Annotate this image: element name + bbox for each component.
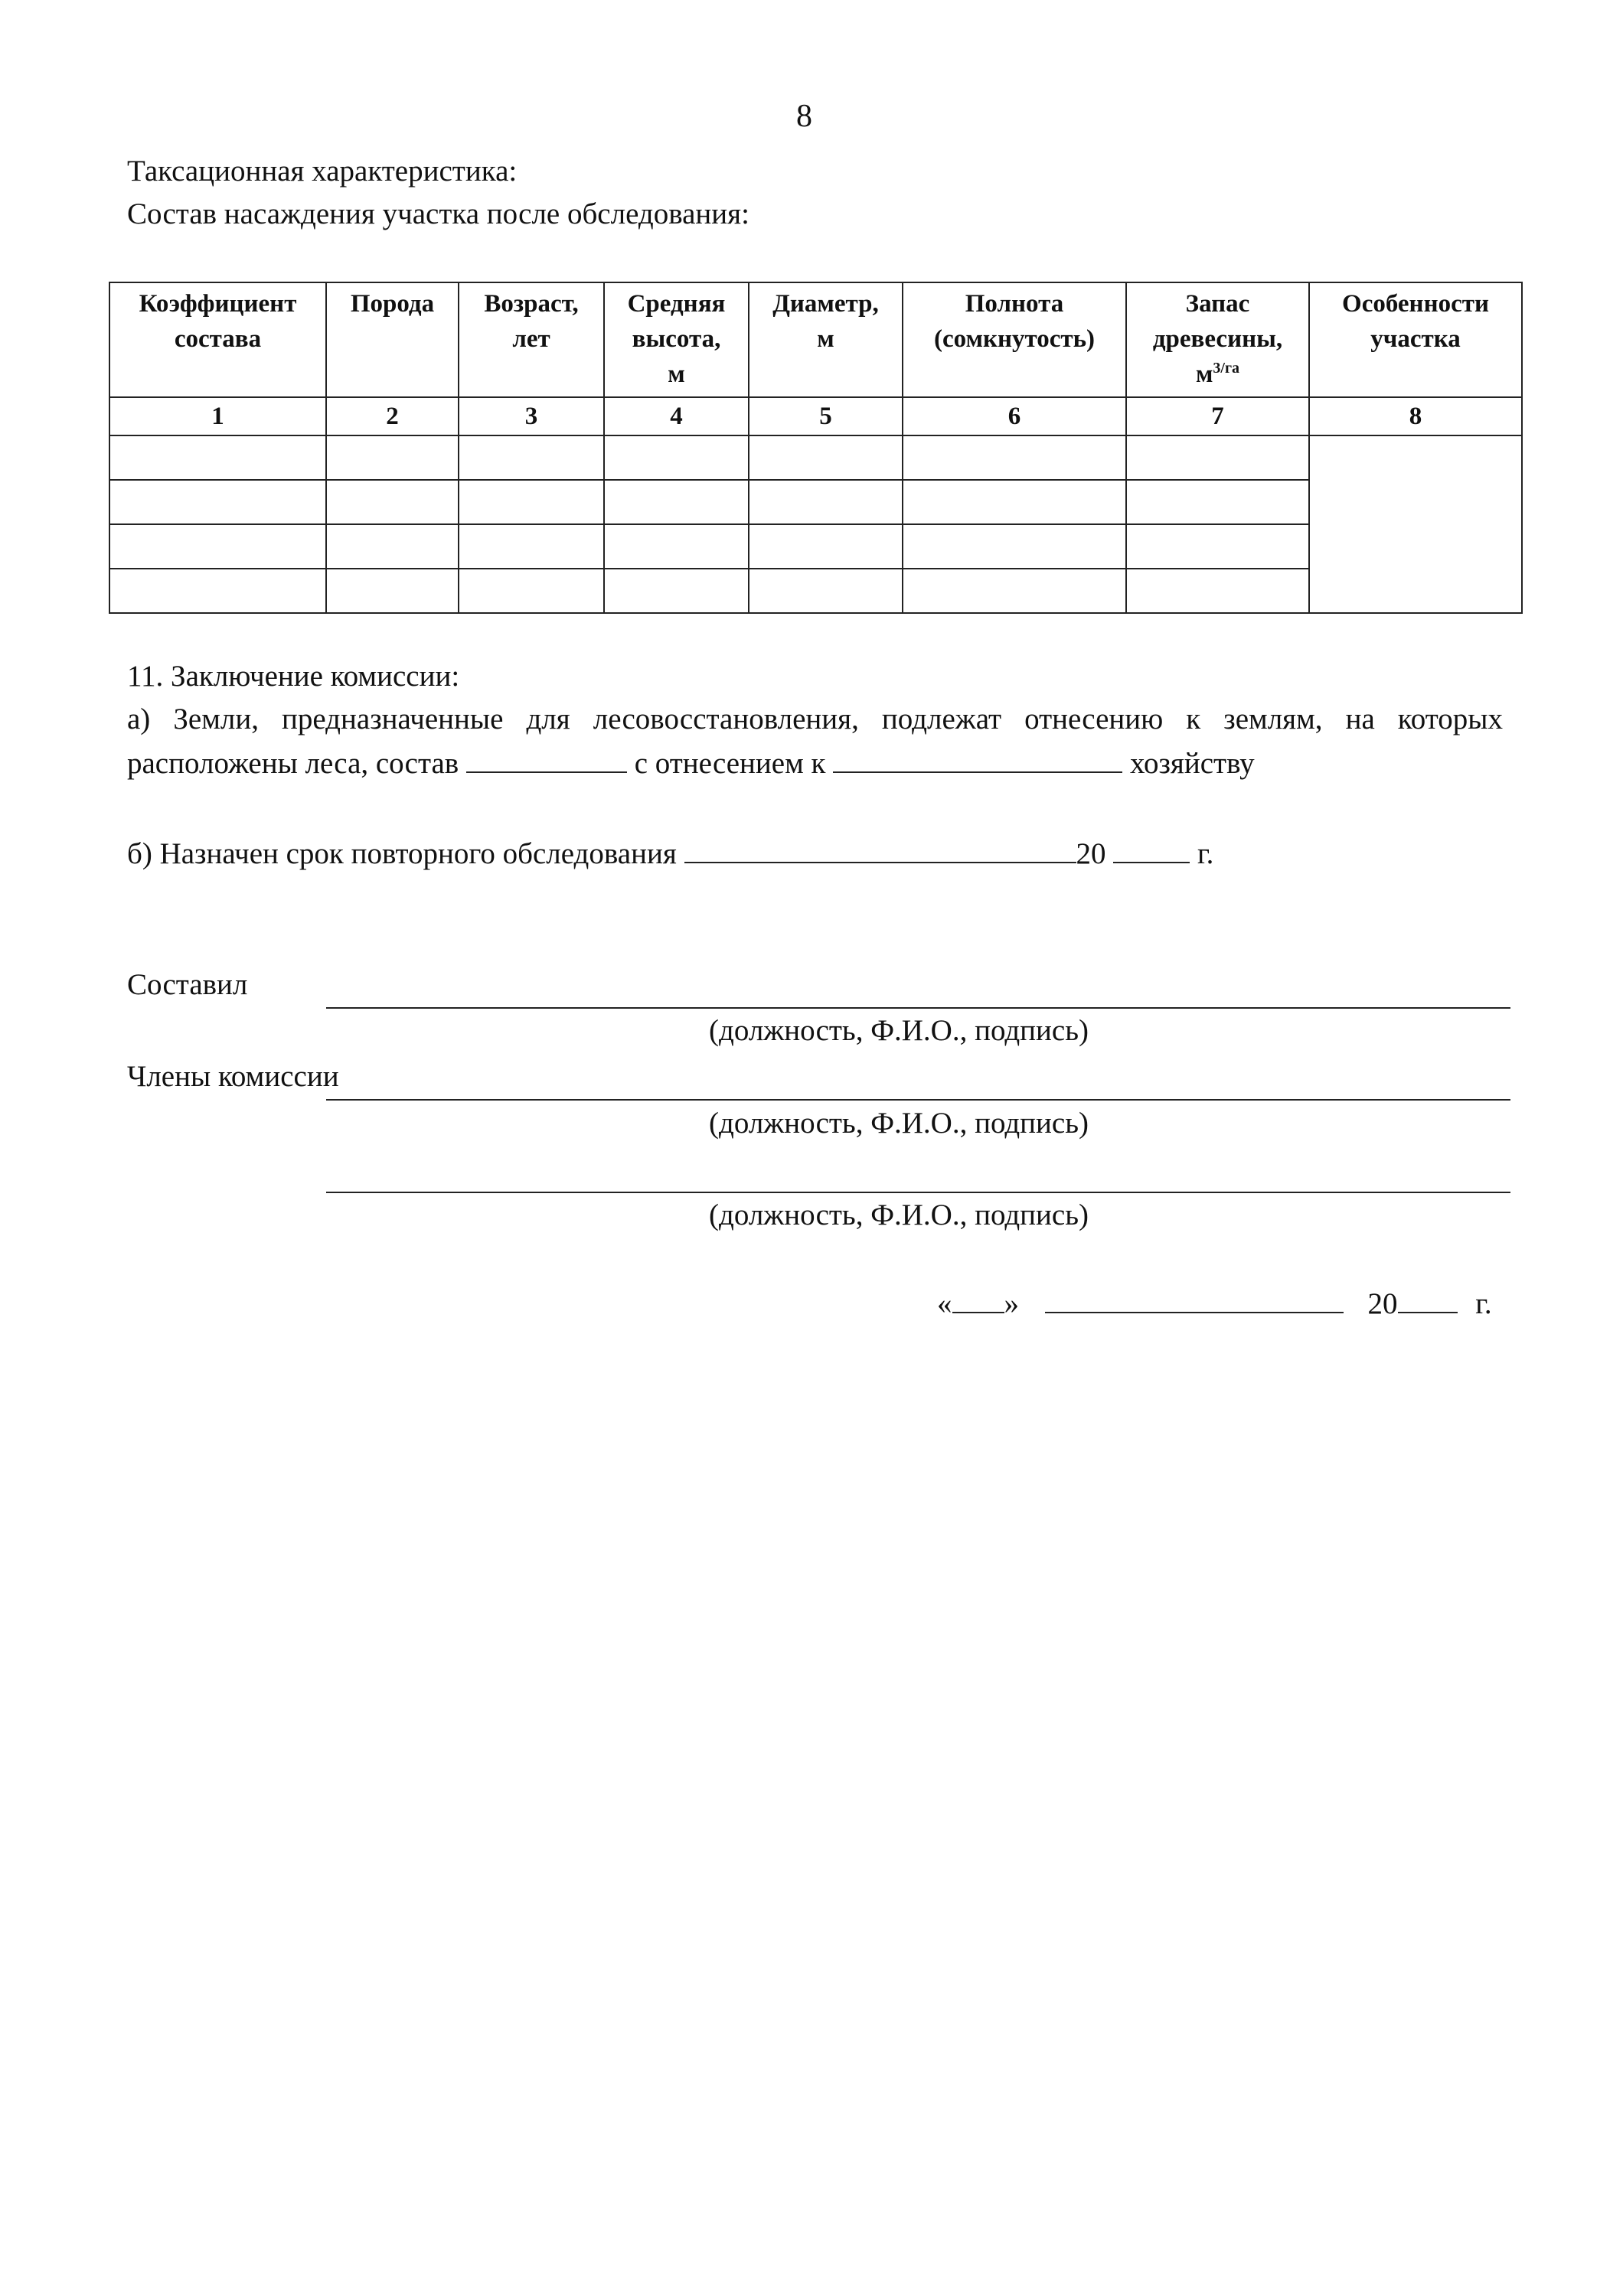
conclusion-a-line1: а) Земли, предназначенные для лесовосстановления, подлежат отнесению к землям, на которых [127,703,1503,735]
empty-cell[interactable] [109,480,326,524]
header-cell: Полнота (сомкнутость) [903,282,1126,397]
conclusion-a-line2: расположены леса, состав с отнесением к хозяйству [127,747,1255,780]
compiled-signature-line[interactable] [326,1007,1510,1009]
empty-cell[interactable] [604,435,749,480]
page-number: 8 [796,99,812,134]
compiled-label: Составил [127,968,248,1001]
column-number-row [109,397,1522,435]
empty-cell[interactable] [326,435,459,480]
reinspection-date-blank[interactable] [684,836,1076,863]
column-number: 5 [749,397,903,435]
column-number: 2 [326,397,459,435]
empty-cell[interactable] [109,569,326,613]
composition-blank[interactable] [466,745,627,773]
site-features-cell[interactable] [1309,435,1522,613]
member-signature-line[interactable] [326,1099,1510,1101]
conclusion-title: 11. Заключение комиссии: [127,660,460,693]
heading: Таксационная характеристика: [127,155,518,188]
empty-cell[interactable] [109,524,326,569]
empty-cell[interactable] [749,569,903,613]
header-cell: Средняя высота, м [604,282,749,397]
empty-cell[interactable] [459,435,604,480]
signature-caption: (должность, Ф.И.О., подпись) [709,1199,1089,1231]
empty-cell[interactable] [459,569,604,613]
empty-cell[interactable] [326,480,459,524]
empty-cell[interactable] [903,524,1126,569]
month-blank[interactable] [1045,1286,1344,1313]
header-cell: Коэффициент состава [109,282,326,397]
column-number: 4 [604,397,749,435]
empty-cell[interactable] [749,524,903,569]
header-row [109,282,1522,397]
management-blank[interactable] [833,745,1122,773]
column-number: 3 [459,397,604,435]
date-line: « » 20 г. [937,1287,1492,1320]
empty-cell[interactable] [459,524,604,569]
empty-cell[interactable] [903,480,1126,524]
empty-cell[interactable] [903,569,1126,613]
header-cell: Порода [326,282,459,397]
reinspection-year-blank[interactable] [1113,836,1190,863]
empty-cell[interactable] [109,435,326,480]
empty-cell[interactable] [1126,569,1309,613]
day-blank[interactable] [952,1286,1004,1313]
signature-caption: (должность, Ф.И.О., подпись) [709,1014,1089,1047]
member-signature-line[interactable] [326,1192,1510,1193]
members-label: Члены комиссии [127,1060,339,1093]
subheading: Состав насаждения участка после обследования: [127,197,749,230]
date-year-blank[interactable] [1398,1286,1458,1313]
empty-cell[interactable] [1126,480,1309,524]
column-number: 7 [1126,397,1309,435]
empty-cell[interactable] [326,524,459,569]
empty-cell[interactable] [1126,435,1309,480]
empty-cell[interactable] [604,524,749,569]
column-number: 8 [1309,397,1522,435]
signature-caption: (должность, Ф.И.О., подпись) [709,1107,1089,1140]
header-cell: Возраст, лет [459,282,604,397]
empty-cell[interactable] [459,480,604,524]
empty-cell[interactable] [326,569,459,613]
conclusion-b: б) Назначен срок повторного обследования 20 г. [127,837,1214,870]
column-number: 6 [903,397,1126,435]
empty-cell[interactable] [604,569,749,613]
table-row [109,435,1522,480]
empty-cell[interactable] [749,435,903,480]
header-cell: Запас древесины, $м^{3/га}$ [1126,282,1309,397]
empty-cell[interactable] [749,480,903,524]
header-cell: Диаметр, м [749,282,903,397]
empty-cell[interactable] [604,480,749,524]
stand-composition-table [109,282,1523,614]
header-cell: Особенности участка [1309,282,1522,397]
empty-cell[interactable] [1126,524,1309,569]
column-number: 1 [109,397,326,435]
empty-cell[interactable] [903,435,1126,480]
